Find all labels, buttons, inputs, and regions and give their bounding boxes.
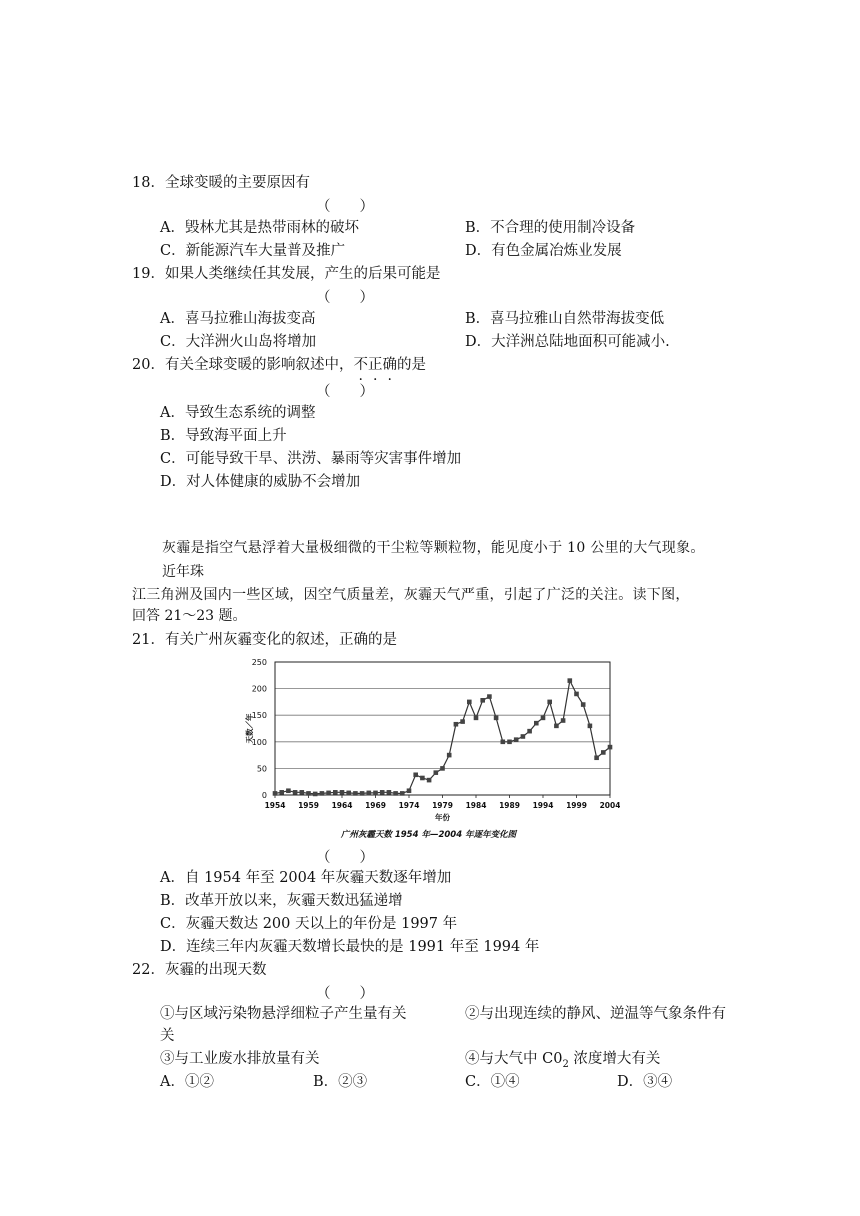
data-point	[487, 694, 492, 699]
data-point	[467, 700, 472, 705]
data-point	[346, 791, 351, 796]
x-tick-label: 1989	[499, 801, 520, 810]
data-point	[494, 716, 499, 721]
data-point	[427, 778, 432, 783]
q19-stem: 19．如果人类继续任其发展，产生的后果可能是	[132, 266, 441, 282]
data-point	[601, 750, 606, 755]
q22-statement-2: ②与出现连续的静风、逆温等气象条件有	[465, 1006, 726, 1022]
plot-frame	[275, 662, 610, 795]
data-point	[273, 791, 278, 796]
data-point	[367, 791, 372, 796]
x-tick-label: 1954	[264, 801, 286, 810]
q18-answer-blank: （ ）	[316, 199, 374, 215]
data-point	[407, 788, 412, 793]
q20-option-a: A．导致生态系统的调整	[160, 405, 316, 421]
q20-emphasis-char: 确	[382, 357, 397, 373]
q22-statement-3: ③与工业废水排放量有关	[160, 1051, 320, 1067]
data-point	[447, 753, 452, 758]
data-point	[313, 792, 318, 797]
q18-option-a: A．毁林尤其是热带雨林的破坏	[160, 220, 359, 236]
data-point	[393, 791, 398, 796]
x-tick-label: 1974	[398, 801, 420, 810]
x-tick-label: 1969	[365, 801, 386, 810]
data-point	[521, 734, 526, 739]
passage-line-4: 回答 21～23 题。	[132, 608, 247, 624]
data-point	[547, 700, 552, 705]
data-point	[534, 721, 539, 726]
q20-option-d: D．对人体健康的威胁不会增加	[160, 474, 361, 490]
q19-option-c: C．大洋洲火山岛将增加	[160, 334, 317, 350]
q21-stem: 21．有关广州灰霾变化的叙述，正确的是	[132, 632, 397, 648]
data-point	[333, 790, 338, 795]
q22-stem: 22．灰霾的出现天数	[132, 962, 267, 978]
q21-option-a: A．自 1954 年至 2004 年灰霾天数逐年增加	[160, 870, 452, 886]
data-point	[554, 724, 559, 729]
haze-days-chart	[240, 656, 620, 844]
data-point	[326, 791, 331, 796]
q20-emphasis-char: 不	[353, 357, 368, 373]
q22-statement-1-wrap: 关	[160, 1028, 175, 1044]
x-tick-label: 1999	[566, 801, 587, 810]
q22-statement-1: ①与区域污染物悬浮细粒子产生量有关	[160, 1006, 407, 1022]
data-point	[387, 790, 392, 795]
data-point	[474, 716, 479, 721]
data-point	[434, 770, 439, 775]
data-point	[594, 755, 599, 760]
x-tick-label: 1959	[298, 801, 319, 810]
x-axis-label: 年份	[435, 813, 450, 822]
x-tick-label: 2004	[599, 801, 620, 810]
data-point	[608, 745, 613, 750]
x-tick-label: 1984	[465, 801, 487, 810]
q20-option-c: C．可能导致干旱、洪涝、暴雨等灾害事件增加	[160, 451, 462, 467]
q18-option-b: B．不合理的使用制冷设备	[465, 220, 636, 236]
x-tick-label: 1979	[432, 801, 453, 810]
y-axis-label: 天数／年	[245, 713, 254, 744]
q19-answer-blank: （ ）	[316, 290, 374, 306]
series-line	[275, 681, 610, 794]
data-point	[380, 790, 385, 795]
q21-option-b: B．改革开放以来，灰霾天数迅猛递增	[160, 893, 403, 909]
data-point	[360, 791, 365, 796]
data-point	[581, 702, 586, 707]
data-point	[420, 776, 425, 781]
q22-statement-4	[465, 1049, 660, 1075]
q20-emphasis-char: 正	[367, 357, 383, 373]
y-tick-label: 150	[251, 711, 267, 721]
q19-option-b: B．喜马拉雅山自然带海拔变低	[465, 311, 665, 327]
data-point	[561, 718, 566, 723]
data-point	[440, 766, 445, 771]
data-point	[501, 740, 506, 745]
data-point	[507, 740, 512, 745]
q21-option-c: C．灰霾天数达 200 天以上的年份是 1997 年	[160, 916, 458, 932]
q22-option-d: D．③④	[617, 1074, 673, 1090]
data-point	[527, 729, 532, 734]
x-tick-label: 1994	[532, 801, 554, 810]
q18-option-c: C．新能源汽车大量普及推广	[160, 243, 346, 259]
data-point	[300, 790, 305, 795]
passage-line-3: 江三角洲及国内一些区域，因空气质量差，灰霾天气严重，引起了广泛的关注。读下图，	[132, 587, 690, 603]
data-point	[293, 790, 298, 795]
q20-stem-text: 20．有关全球变暖的影响叙述中，	[132, 357, 354, 373]
chart-title: 广州灰霾天数 1954 年—2004 年逐年变化图	[340, 830, 517, 840]
passage-line-2: 近年珠	[162, 564, 204, 580]
data-point	[353, 791, 358, 796]
q22-answer-blank: （ ）	[316, 986, 374, 1002]
q22-option-c: C．①④	[465, 1074, 520, 1090]
data-point	[568, 678, 573, 683]
y-tick-label: 250	[251, 658, 267, 667]
data-point	[400, 791, 405, 796]
data-point	[413, 772, 418, 777]
y-tick-label: 200	[251, 684, 267, 694]
data-point	[306, 791, 311, 796]
y-tick-label: 100	[251, 737, 267, 747]
data-point	[460, 719, 465, 724]
data-point	[541, 716, 546, 721]
data-point	[480, 698, 485, 703]
q20-option-b: B．导致海平面上升	[160, 428, 287, 444]
q20-stem-end: 的是	[396, 357, 426, 373]
q22-statement-4-text-end: 浓度增大有关	[568, 1051, 661, 1067]
data-point	[574, 692, 579, 697]
data-point	[286, 788, 291, 793]
q22-statement-4-text: ④与大气中 C0	[465, 1051, 563, 1067]
q19-option-d: D．大洋洲总陆地面积可能减小.	[465, 334, 670, 350]
data-point	[373, 791, 378, 796]
q20-answer-blank: （ ）	[316, 384, 374, 400]
q19-option-a: A．喜马拉雅山海拔变高	[160, 311, 316, 327]
q22-option-a: A．①②	[160, 1074, 214, 1090]
data-point	[320, 791, 325, 796]
y-tick-label: 50	[256, 764, 267, 774]
q21-answer-blank: （ ）	[316, 850, 374, 866]
q18-stem: 18．全球变暖的主要原因有	[132, 175, 310, 191]
data-point	[340, 790, 345, 795]
q20-stem	[132, 355, 426, 375]
subscript: 2	[562, 1058, 569, 1070]
passage-line-1: 灰霾是指空气悬浮着大量极细微的干尘粒等颗粒物，能见度小于 10 公里的大气现象。	[162, 540, 705, 556]
x-tick-label: 1964	[331, 801, 353, 810]
q22-option-b: B．②③	[313, 1074, 368, 1090]
q21-option-d: D．连续三年内灰霾天数增长最快的是 1991 年至 1994 年	[160, 939, 540, 955]
data-point	[514, 737, 519, 742]
y-tick-label: 0	[261, 791, 267, 800]
data-point	[588, 724, 593, 729]
data-point	[279, 790, 284, 795]
data-point	[454, 722, 459, 727]
q18-option-d: D．有色金属冶炼业发展	[465, 243, 622, 259]
